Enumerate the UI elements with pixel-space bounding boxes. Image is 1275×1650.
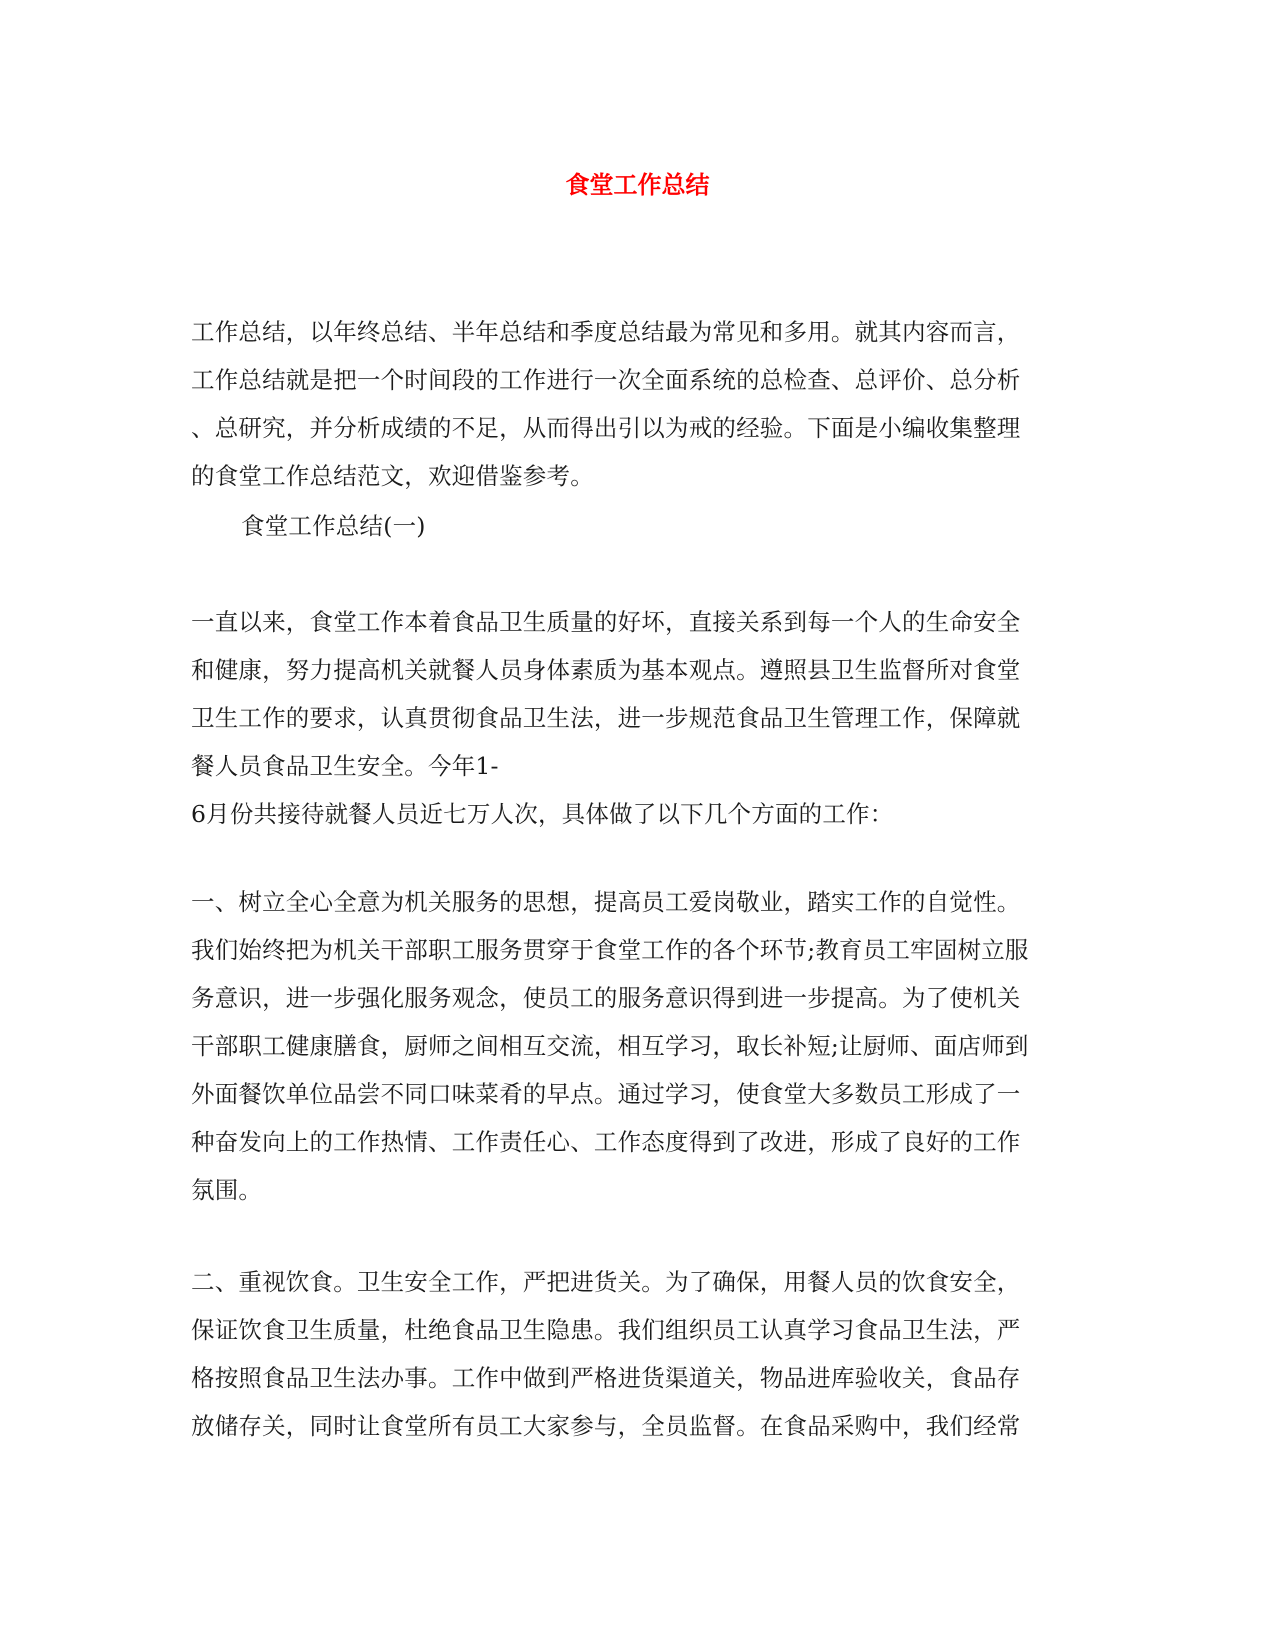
text-line: 工作总结，以年终总结、半年总结和季度总结最为常见和多用。就其内容而言， (191, 318, 1021, 346)
intro-paragraph (191, 308, 1071, 500)
text-line: 我们始终把为机关干部职工服务贯穿于食堂工作的各个环节;教育员工牢固树立服 (191, 936, 1029, 964)
text-line: 6月份共接待就餐人员近七万人次，具体做了以下几个方面的工作： (191, 800, 894, 828)
document-title: 食堂工作总结 (565, 170, 710, 199)
paragraph-3 (191, 1258, 1071, 1450)
paragraph-2 (191, 878, 1071, 1214)
text-line: 务意识，进一步强化服务观念，使员工的服务意识得到进一步提高。为了使机关 (191, 984, 1021, 1012)
text-line: 餐人员食品卫生安全。今年1- (191, 752, 499, 780)
text-line: 工作总结就是把一个时间段的工作进行一次全面系统的总检查、总评价、总分析 (191, 366, 1021, 394)
text-line: 二、重视饮食。卫生安全工作，严把进货关。为了确保，用餐人员的饮食安全， (191, 1268, 1021, 1296)
text-line: 种奋发向上的工作热情、工作责任心、工作态度得到了改进，形成了良好的工作 (191, 1128, 1021, 1156)
text-line: 保证饮食卫生质量，杜绝食品卫生隐患。我们组织员工认真学习食品卫生法，严 (191, 1316, 1021, 1344)
text-line: 格按照食品卫生法办事。工作中做到严格进货渠道关，物品进库验收关，食品存 (191, 1364, 1021, 1392)
text-line: 一、树立全心全意为机关服务的思想，提高员工爱岗敬业，踏实工作的自觉性。 (191, 888, 1021, 916)
text-line: 和健康，努力提高机关就餐人员身体素质为基本观点。遵照县卫生监督所对食堂 (191, 656, 1021, 684)
text-line: 、总研究，并分析成绩的不足，从而得出引以为戒的经验。下面是小编收集整理 (191, 414, 1021, 442)
text-line: 的食堂工作总结范文，欢迎借鉴参考。 (191, 462, 594, 490)
text-line: 一直以来，食堂工作本着食品卫生质量的好坏，直接关系到每一个人的生命安全 (191, 608, 1021, 636)
text-line: 外面餐饮单位品尝不同口味菜肴的早点。通过学习，使食堂大多数员工形成了一 (191, 1080, 1021, 1108)
text-line: 氛围。 (191, 1176, 263, 1204)
paragraph-1 (191, 598, 1071, 838)
subtitle-text: 食堂工作总结(一) (241, 512, 426, 540)
text-line: 放储存关，同时让食堂所有员工大家参与，全员监督。在食品采购中，我们经常 (191, 1412, 1021, 1440)
section-subtitle (191, 502, 1071, 550)
text-line: 干部职工健康膳食，厨师之间相互交流，相互学习，取长补短;让厨师、面店师到 (191, 1032, 1029, 1060)
text-line: 卫生工作的要求，认真贯彻食品卫生法，进一步规范食品卫生管理工作，保障就 (191, 704, 1021, 732)
